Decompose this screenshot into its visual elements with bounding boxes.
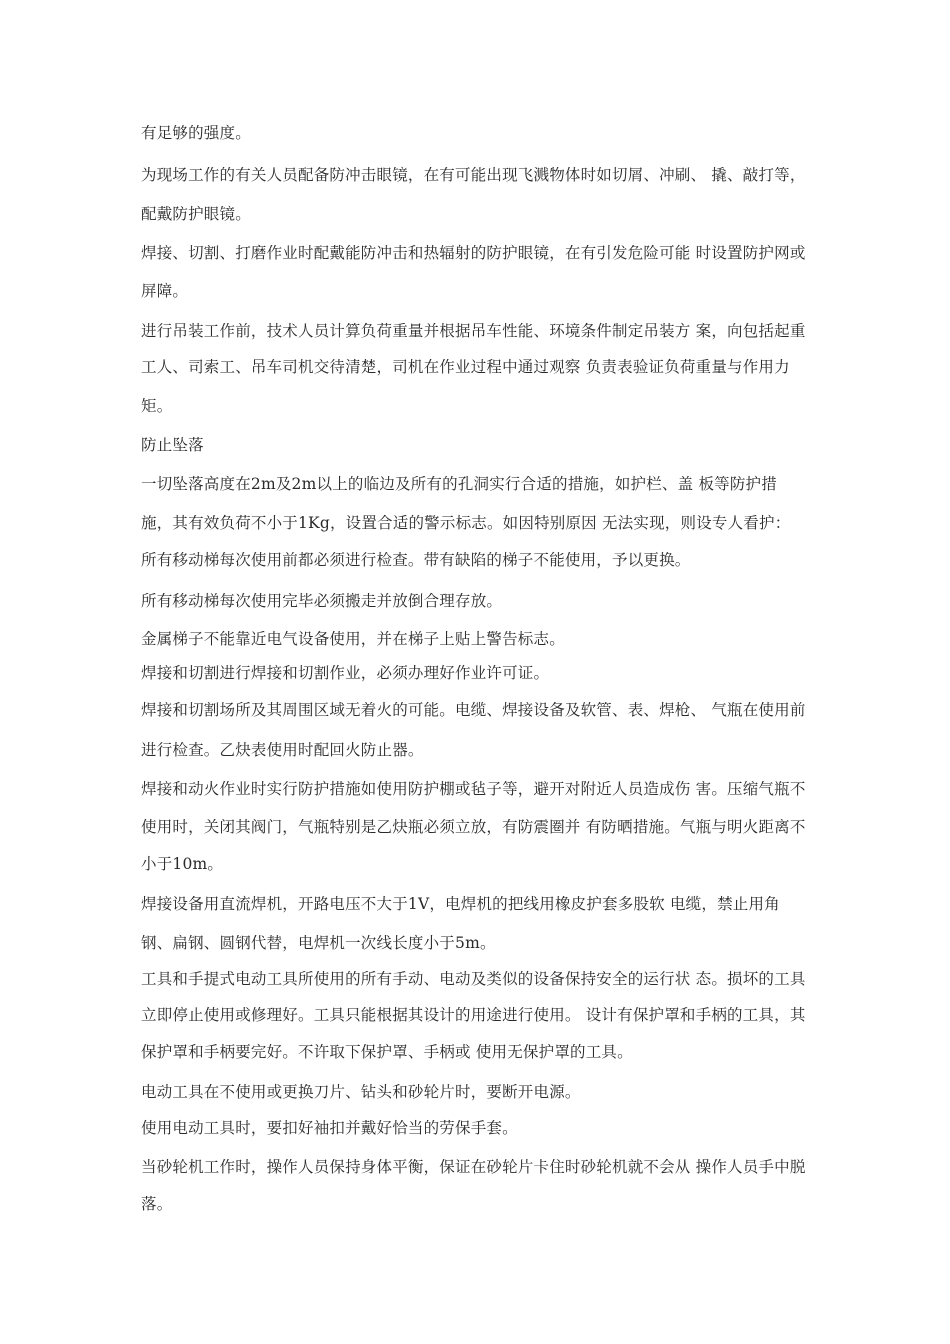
text-line: 落。 (141, 1195, 173, 1213)
text-line: 焊接和动火作业时实行防护措施如使用防护棚或毡子等，避开对附近人员造成伤 害。压缩气瓶不 (141, 780, 806, 798)
text-line: 金属梯子不能靠近电气设备使用，并在梯子上贴上警告标志。 (141, 630, 565, 648)
section-heading: 防止坠落 (141, 436, 204, 454)
text-line: 焊接和切割进行焊接和切割作业，必须办理好作业许可证。 (141, 664, 550, 682)
text-line: 配戴防护眼镜。 (141, 205, 251, 223)
text-line: 进行吊装工作前，技术人员计算负荷重量并根据吊车性能、环境条件制定吊装方 案，向包括起重 (141, 322, 806, 340)
text-line: 小于10m。 (141, 855, 224, 873)
text-line: 电动工具在不使用或更换刀片、钻头和砂轮片时，要断开电源。 (141, 1083, 581, 1101)
text-line: 有足够的强度。 (141, 124, 251, 142)
text-line: 钢、扁钢、圆钢代替，电焊机一次线长度小于5m。 (141, 934, 496, 952)
text-line: 为现场工作的有关人员配备防冲击眼镜，在有可能出现飞溅物体时如切屑、冲刷、 撬、敲打等， (141, 166, 806, 184)
text-line: 当砂轮机工作时，操作人员保持身体平衡，保证在砂轮片卡住时砂轮机就不会从 操作人员手中脱 (141, 1158, 806, 1176)
text-line: 工具和手提式电动工具所使用的所有手动、电动及类似的设备保持安全的运行状 态。损坏的工具 (141, 970, 806, 988)
text-line: 焊接和切割场所及其周围区域无着火的可能。电缆、焊接设备及软管、表、焊枪、 气瓶在使用前 (141, 701, 806, 719)
text-line: 所有移动梯每次使用前都必须进行检查。带有缺陷的梯子不能使用，予以更换。 (141, 551, 691, 569)
text-line: 使用时，关闭其阀门，气瓶特别是乙炔瓶必须立放，有防震圈并 有防晒措施。气瓶与明火距离不 (141, 818, 806, 836)
text-line: 保护罩和手柄要完好。不许取下保护罩、手柄或 使用无保护罩的工具。 (141, 1043, 633, 1061)
text-line: 屏障。 (141, 282, 189, 300)
text-line: 使用电动工具时，要扣好袖扣并戴好恰当的劳保手套。 (141, 1119, 518, 1137)
text-line: 焊接设备用直流焊机，开路电压不大于1V，电焊机的把线用橡皮护套多股软 电缆，禁止用角 (141, 895, 780, 913)
text-line: 焊接、切割、打磨作业时配戴能防冲击和热辐射的防护眼镜，在有引发危险可能 时设置防护网或 (141, 244, 806, 262)
text-line: 所有移动梯每次使用完毕必须搬走并放倒合理存放。 (141, 592, 503, 610)
text-line: 一切坠落高度在2m及2m以上的临边及所有的孔洞实行合适的措施，如护栏、盖 板等防护措 (141, 475, 777, 493)
text-line: 立即停止使用或修理好。工具只能根据其设计的用途进行使用。 设计有保护罩和手柄的工具，其 (141, 1006, 806, 1024)
text-line: 矩。 (141, 397, 173, 415)
text-line: 工人、司索工、吊车司机交待清楚，司机在作业过程中通过观察 负责表验证负荷重量与作用力 (141, 358, 790, 376)
text-line: 进行检查。乙炔表使用时配回火防止器。 (141, 741, 424, 759)
text-line: 施，其有效负荷不小于1Kg，设置合适的警示标志。如因特别原因 无法实现，则设专人看护： (141, 514, 791, 532)
